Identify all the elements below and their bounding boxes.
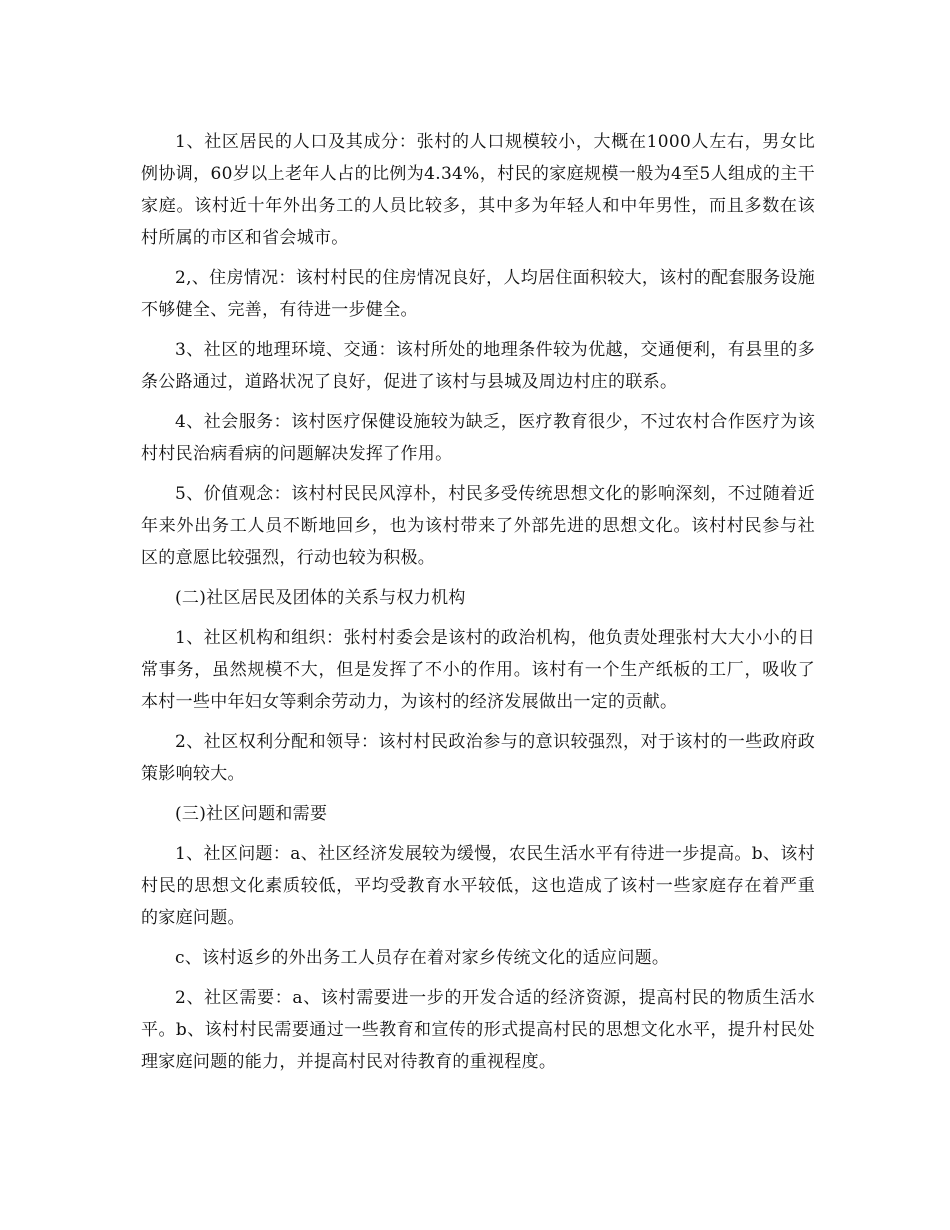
section-heading-problems: (三)社区问题和需要	[175, 804, 328, 824]
paragraph-social-services: 4、社会服务：该村医疗保健设施较为缺乏，医疗教育很少，不过农村合作医疗为该村村民治病看病的问题解决发挥了作用。	[141, 412, 815, 464]
paragraph-community-needs: 2、社区需要：a、该村需要进一步的开发合适的经济资源，提高村民的物质生活水平。b、该村村民需要通过一些教育和宣传的形式提高村民的思想文化水平，提升村民处理家庭问题的能力，并提高村民对待教育的重视程度。	[141, 988, 815, 1072]
paragraph-values: 5、价值观念：该村村民民风淳朴，村民多受传统思想文化的影响深刻，不过随着近年来外出务工人员不断地回乡，也为该村带来了外部先进的思想文化。该村村民参与社区的意愿比较强烈，行动也较为积极。	[141, 484, 815, 568]
paragraph-community-problems: 1、社区问题：a、社区经济发展较为缓慢，农民生活水平有待进一步提高。b、该村村民的思想文化素质较低，平均受教育水平较低，这也造成了该村一些家庭存在着严重的家庭问题。	[141, 844, 815, 928]
paragraph-returnee-adaptation: c、该村返乡的外出务工人员存在着对家乡传统文化的适应问题。	[175, 948, 670, 968]
paragraph-population: 1、社区居民的人口及其成分：张村的人口规模较小，大概在1000人左右，男女比例协调，60岁以上老年人占的比例为4.34%，村民的家庭规模一般为4至5人组成的主干家庭。该村近十年外出务工的人员比较多，其中多为年轻人和中年男性，而且多数在该村所属的市区和省会城市。	[141, 132, 815, 248]
paragraph-organizations: 1、社区机构和组织：张村村委会是该村的政治机构，他负责处理张村大大小小的日常事务，虽然规模不大，但是发挥了不小的作用。该村有一个生产纸板的工厂，吸收了本村一些中年妇女等剩余劳动力，为该村的经济发展做出一定的贡献。	[141, 628, 815, 712]
section-heading-relations: (二)社区居民及团体的关系与权力机构	[175, 588, 466, 608]
paragraph-geography: 3、社区的地理环境、交通：该村所处的地理条件较为优越，交通便利，有县里的多条公路通过，道路状况了良好，促进了该村与县城及周边村庄的联系。	[141, 340, 815, 392]
paragraph-housing: 2,、住房情况：该村村民的住房情况良好，人均居住面积较大，该村的配套服务设施不够健全、完善，有待进一步健全。	[141, 268, 815, 320]
paragraph-power-distribution: 2、社区权利分配和领导：该村村民政治参与的意识较强烈，对于该村的一些政府政策影响较大。	[141, 732, 815, 784]
